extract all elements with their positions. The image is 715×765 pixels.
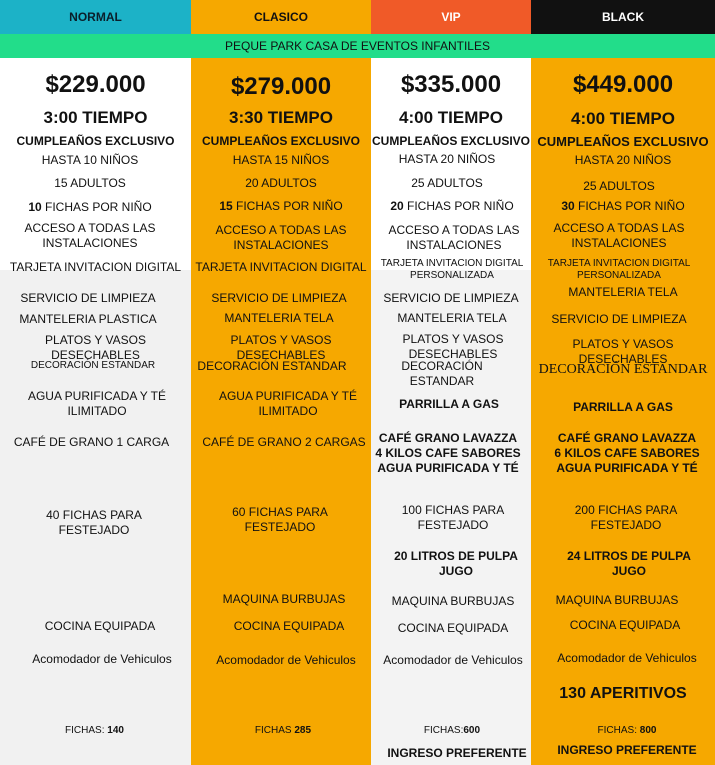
drinks: AGUA PURIFICADA Y TÉ ILIMITADO	[218, 389, 358, 418]
valet-parking: Acomodador de Vehiculos	[383, 653, 523, 667]
kitchen: COCINA EQUIPADA	[44, 619, 156, 633]
bubble-machine: MAQUINA BURBUJAS	[391, 594, 515, 608]
tokens-per-kid: 15 FICHAS POR NIÑO	[219, 199, 343, 213]
disposable-plates: PLATOS Y VASOS DESECHABLES	[402, 332, 504, 361]
kitchen: COCINA EQUIPADA	[569, 618, 681, 632]
tablecloth: MANTELERIA TELA	[397, 311, 507, 325]
host-tokens: 100 FICHAS PARA FESTEJADO	[401, 503, 505, 532]
kids-capacity: HASTA 15 NIÑOS	[232, 153, 330, 167]
kids-capacity: HASTA 10 NIÑOS	[41, 153, 139, 167]
appetizers: 130 APERITIVOS	[559, 685, 687, 702]
facilities-access: ACCESO A TODAS LAS INSTALACIONES	[215, 223, 347, 252]
preferred-entry: INGRESO PREFERENTE	[557, 743, 697, 757]
header-clasico: CLASICO	[191, 0, 371, 34]
disposable-plates: PLATOS Y VASOS DESECHABLES	[572, 337, 674, 366]
gas-grill: PARRILLA A GAS	[573, 400, 673, 414]
kids-capacity: HASTA 20 NIÑOS	[398, 152, 496, 166]
bubble-machine: MAQUINA BURBUJAS	[222, 592, 346, 606]
duration: 4:00 TIEMPO	[571, 109, 675, 128]
cleaning-service: SERVICIO DE LIMPIEZA	[20, 291, 156, 305]
digital-invitation: TARJETA INVITACION DIGITAL PERSONALIZADA	[547, 258, 691, 281]
facilities-access: ACCESO A TODAS LAS INSTALACIONES	[24, 221, 156, 250]
preferred-entry: INGRESO PREFERENTE	[387, 746, 527, 760]
decoration: DECORACIÓN ESTANDAR	[538, 362, 708, 377]
exclusive-label: CUMPLEAÑOS EXCLUSIVO	[201, 134, 360, 148]
tokens-per-kid: 20 FICHAS POR NIÑO	[390, 199, 514, 213]
fichas-total: FICHAS 285	[254, 725, 312, 736]
tablecloth: MANTELERIA PLASTICA	[19, 312, 157, 326]
disposable-plates: PLATOS Y VASOS DESECHABLES	[230, 333, 332, 362]
tablecloth: MANTELERIA TELA	[224, 311, 334, 325]
kitchen: COCINA EQUIPADA	[233, 619, 345, 633]
coffee: CAFÉ DE GRANO 1 CARGA	[13, 435, 170, 449]
valet-parking: Acomodador de Vehiculos	[32, 652, 172, 666]
host-tokens: 200 FICHAS PARA FESTEJADO	[574, 503, 678, 532]
price: $279.000	[230, 73, 332, 100]
kitchen: COCINA EQUIPADA	[397, 621, 509, 635]
header-vip: VIP	[371, 0, 531, 34]
adults-capacity: 25 ADULTOS	[411, 176, 483, 190]
adults-capacity: 15 ADULTOS	[54, 176, 126, 190]
facilities-access: ACCESO A TODAS LAS INSTALACIONES	[553, 221, 685, 250]
bubble-machine: MAQUINA BURBUJAS	[555, 593, 679, 607]
digital-invitation: TARJETA INVITACION DIGITAL	[195, 260, 367, 274]
price: $335.000	[400, 71, 502, 98]
fichas-total: FICHAS: 800	[597, 725, 657, 736]
gas-grill: PARRILLA A GAS	[399, 397, 499, 411]
juice-pulp: 20 LITROS DE PULPA JUGO	[394, 549, 518, 578]
cleaning-service: SERVICIO DE LIMPIEZA	[551, 312, 687, 326]
decoration: DECORACIÓN ESTANDAR	[197, 359, 347, 373]
digital-invitation: TARJETA INVITACION DIGITAL	[9, 260, 182, 274]
juice-pulp: 24 LITROS DE PULPA JUGO	[567, 549, 691, 578]
host-tokens: 40 FICHAS PARA FESTEJADO	[46, 508, 142, 537]
fichas-total: FICHAS: 140	[65, 725, 124, 736]
valet-parking: Acomodador de Vehiculos	[216, 653, 356, 667]
duration: 4:00 TIEMPO	[399, 108, 503, 127]
valet-parking: Acomodador de Vehiculos	[557, 651, 697, 665]
exclusive-label: CUMPLEAÑOS EXCLUSIVO	[371, 134, 530, 148]
cleaning-service: SERVICIO DE LIMPIEZA	[211, 291, 347, 305]
coffee: CAFÉ DE GRANO 2 CARGAS	[202, 435, 366, 449]
duration: 3:30 TIEMPO	[229, 108, 333, 127]
adults-capacity: 20 ADULTOS	[245, 176, 317, 190]
price: $449.000	[572, 71, 674, 98]
price: $229.000	[45, 71, 146, 98]
tokens-per-kid: 30 FICHAS POR NIÑO	[561, 199, 685, 213]
exclusive-label: CUMPLEAÑOS EXCLUSIVO	[16, 134, 175, 148]
decoration: DECORACIÓN ESTANDAR	[30, 360, 156, 371]
kids-capacity: HASTA 20 NIÑOS	[574, 153, 672, 167]
coffee-package: CAFÉ GRANO LAVAZZA 6 KILOS CAFE SABORES AGUA PURIFICADA Y TÉ	[554, 431, 700, 475]
exclusive-label: CUMPLEAÑOS EXCLUSIVO	[537, 134, 709, 149]
coffee-package: CAFÉ GRANO LAVAZZA 4 KILOS CAFE SABORES AGUA PURIFICADA Y TÉ	[375, 431, 521, 475]
adults-capacity: 25 ADULTOS	[583, 179, 655, 193]
tablecloth: MANTELERIA TELA	[568, 285, 678, 299]
drinks: AGUA PURIFICADA Y TÉ ILIMITADO	[27, 389, 167, 418]
cleaning-service: SERVICIO DE LIMPIEZA	[383, 291, 519, 305]
duration: 3:00 TIEMPO	[43, 108, 148, 127]
digital-invitation: TARJETA INVITACION DIGITAL PERSONALIZADA	[380, 258, 524, 281]
disposable-plates: PLATOS Y VASOS DESECHABLES	[45, 333, 146, 362]
header-black: BLACK	[531, 0, 715, 34]
header-normal: NORMAL	[0, 0, 191, 34]
decoration: DECORACIÓN ESTANDAR	[401, 359, 483, 388]
venue-banner: PEQUE PARK CASA DE EVENTOS INFANTILES	[0, 34, 715, 58]
host-tokens: 60 FICHAS PARA FESTEJADO	[232, 505, 328, 534]
facilities-access: ACCESO A TODAS LAS INSTALACIONES	[388, 223, 520, 252]
tokens-per-kid: 10 FICHAS POR NIÑO	[28, 200, 152, 214]
fichas-total: FICHAS:600	[423, 725, 481, 736]
